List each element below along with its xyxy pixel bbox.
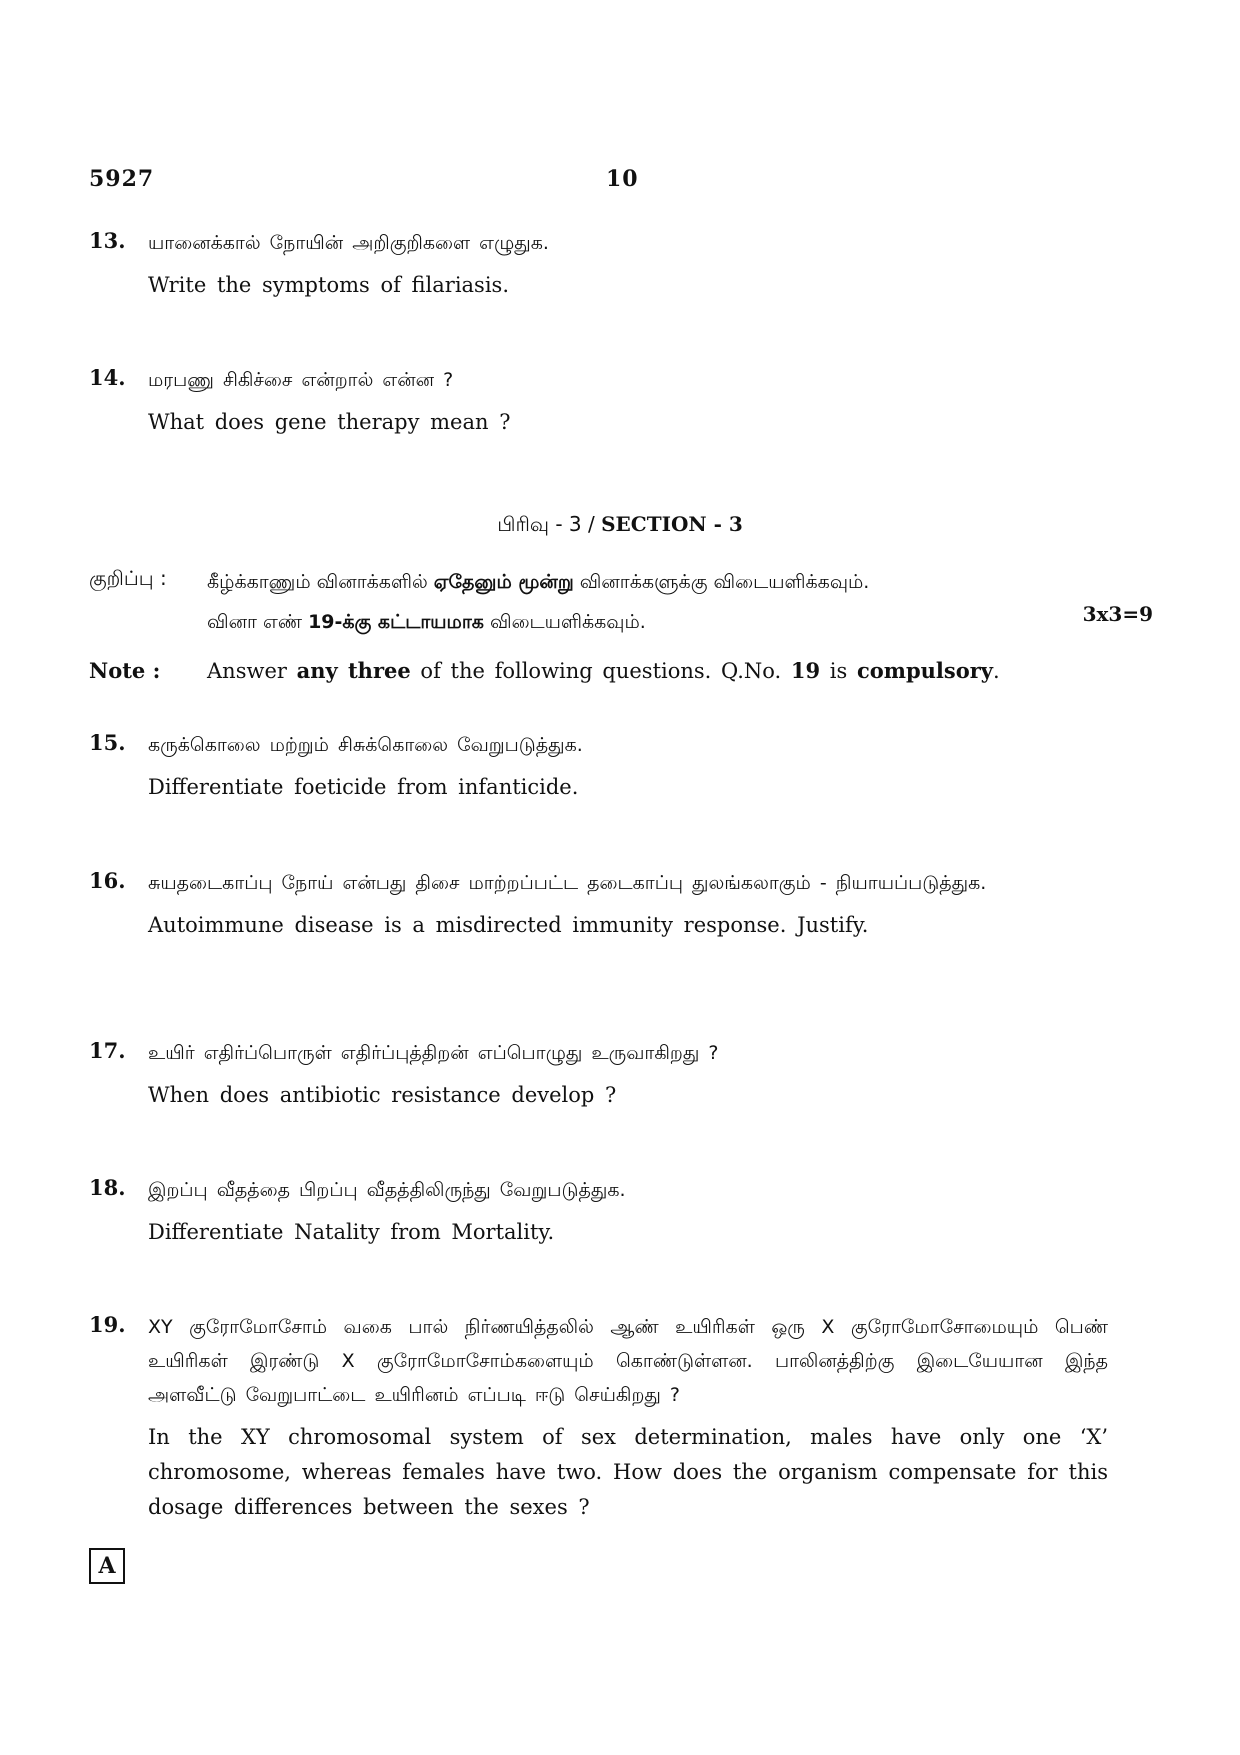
question-14 bbox=[89, 363, 1099, 440]
section-heading-tamil: பிரிவு - 3 / bbox=[497, 512, 602, 536]
note-text: விடையளிக்கவும். bbox=[483, 611, 646, 633]
question-text-english: Differentiate foeticide from infanticide. bbox=[148, 775, 579, 799]
note-label-tamil: குறிப்பு : bbox=[89, 566, 167, 590]
question-number: 15. bbox=[89, 730, 126, 755]
section-heading-english: SECTION - 3 bbox=[601, 512, 743, 536]
question-text-english: Differentiate Natality from Mortality. bbox=[148, 1220, 555, 1244]
question-text-english: Autoimmune disease is a misdirected immunity response. Justify. bbox=[148, 913, 869, 937]
note-tamil-line-1 bbox=[207, 562, 1169, 602]
question-19 bbox=[89, 1310, 1108, 1525]
note-text: is bbox=[820, 659, 857, 683]
question-text-tamil: மரபணு சிகிச்சை என்றால் என்ன ? bbox=[148, 369, 454, 391]
question-number: 13. bbox=[89, 228, 126, 253]
question-13 bbox=[89, 226, 1099, 303]
question-number: 18. bbox=[89, 1175, 126, 1200]
booklet-version-box: A bbox=[89, 1548, 125, 1584]
note-tamil-line-2 bbox=[207, 602, 1169, 642]
question-text-tamil: இறப்பு வீதத்தை பிறப்பு வீதத்திலிருந்து வேறுபடுத்துக. bbox=[148, 1179, 626, 1201]
paper-code: 5927 bbox=[89, 166, 155, 192]
question-16 bbox=[89, 866, 1099, 943]
note-tamil bbox=[89, 562, 1169, 642]
note-label-english: Note : bbox=[89, 658, 161, 683]
note-text: of the following questions. Q.No. bbox=[410, 659, 791, 683]
question-text-tamil: சுயதடைகாப்பு நோய் என்பது திசை மாற்றப்பட்ட தடைகாப்பு துலங்கலாகும் - நியாயப்படுத்துக. bbox=[148, 872, 987, 894]
question-number: 14. bbox=[89, 365, 126, 390]
question-text-tamil: உயிர் எதிர்ப்பொருள் எதிர்ப்புத்திறன் எப்பொழுது உருவாகிறது ? bbox=[148, 1042, 719, 1064]
section-heading bbox=[0, 512, 1240, 539]
note-emphasis: 19 bbox=[790, 658, 821, 683]
note-text: . bbox=[993, 659, 1000, 683]
note-english bbox=[89, 658, 1169, 683]
marks-allocation: 3x3=9 bbox=[1082, 602, 1153, 626]
page-number: 10 bbox=[606, 166, 639, 192]
note-emphasis: any three bbox=[296, 658, 411, 683]
question-15 bbox=[89, 728, 1099, 805]
question-17 bbox=[89, 1036, 1099, 1113]
note-emphasis: 19-க்கு கட்டாயமாக bbox=[308, 611, 484, 633]
question-text-tamil: யானைக்கால் நோயின் அறிகுறிகளை எழுதுக. bbox=[148, 232, 549, 254]
question-number: 19. bbox=[89, 1312, 126, 1337]
note-text: வினாக்களுக்கு விடையளிக்கவும். bbox=[573, 571, 870, 593]
question-text-english: When does antibiotic resistance develop ? bbox=[148, 1083, 617, 1107]
note-text: கீழ்க்காணும் வினாக்களில் bbox=[207, 571, 434, 593]
note-text: Answer bbox=[207, 659, 297, 683]
question-text-english: Write the symptoms of filariasis. bbox=[148, 273, 510, 297]
note-english-text bbox=[207, 658, 1169, 683]
question-text-tamil: கருக்கொலை மற்றும் சிசுக்கொலை வேறுபடுத்துக. bbox=[148, 734, 583, 756]
note-text: வினா எண் bbox=[207, 611, 309, 633]
question-text-english: In the XY chromosomal system of sex determination, males have only one ‘X’ chromosome, whereas females have two. How does the organism compensate for this dosage differences between the sexes ? bbox=[148, 1425, 1108, 1519]
note-emphasis: ஏதேனும் மூன்று bbox=[433, 571, 574, 593]
question-text-tamil: XY குரோமோசோம் வகை பால் நிர்ணயித்தலில் ஆண் உயிரிகள் ஒரு X குரோமோசோமையும் பெண் உயிரிகள் இரண்டு X குரோமோசோம்களையும் கொண்டுள்ளன. பாலினத்திற்கு இடையேயான இந்த அளவீட்டு வேறுபாட்டை உயிரினம் எப்படி ஈடு செய்கிறது ? bbox=[148, 1316, 1108, 1406]
question-number: 17. bbox=[89, 1038, 126, 1063]
question-text-english: What does gene therapy mean ? bbox=[148, 410, 511, 434]
question-number: 16. bbox=[89, 868, 126, 893]
note-emphasis: compulsory bbox=[856, 658, 994, 683]
question-18 bbox=[89, 1173, 1099, 1250]
